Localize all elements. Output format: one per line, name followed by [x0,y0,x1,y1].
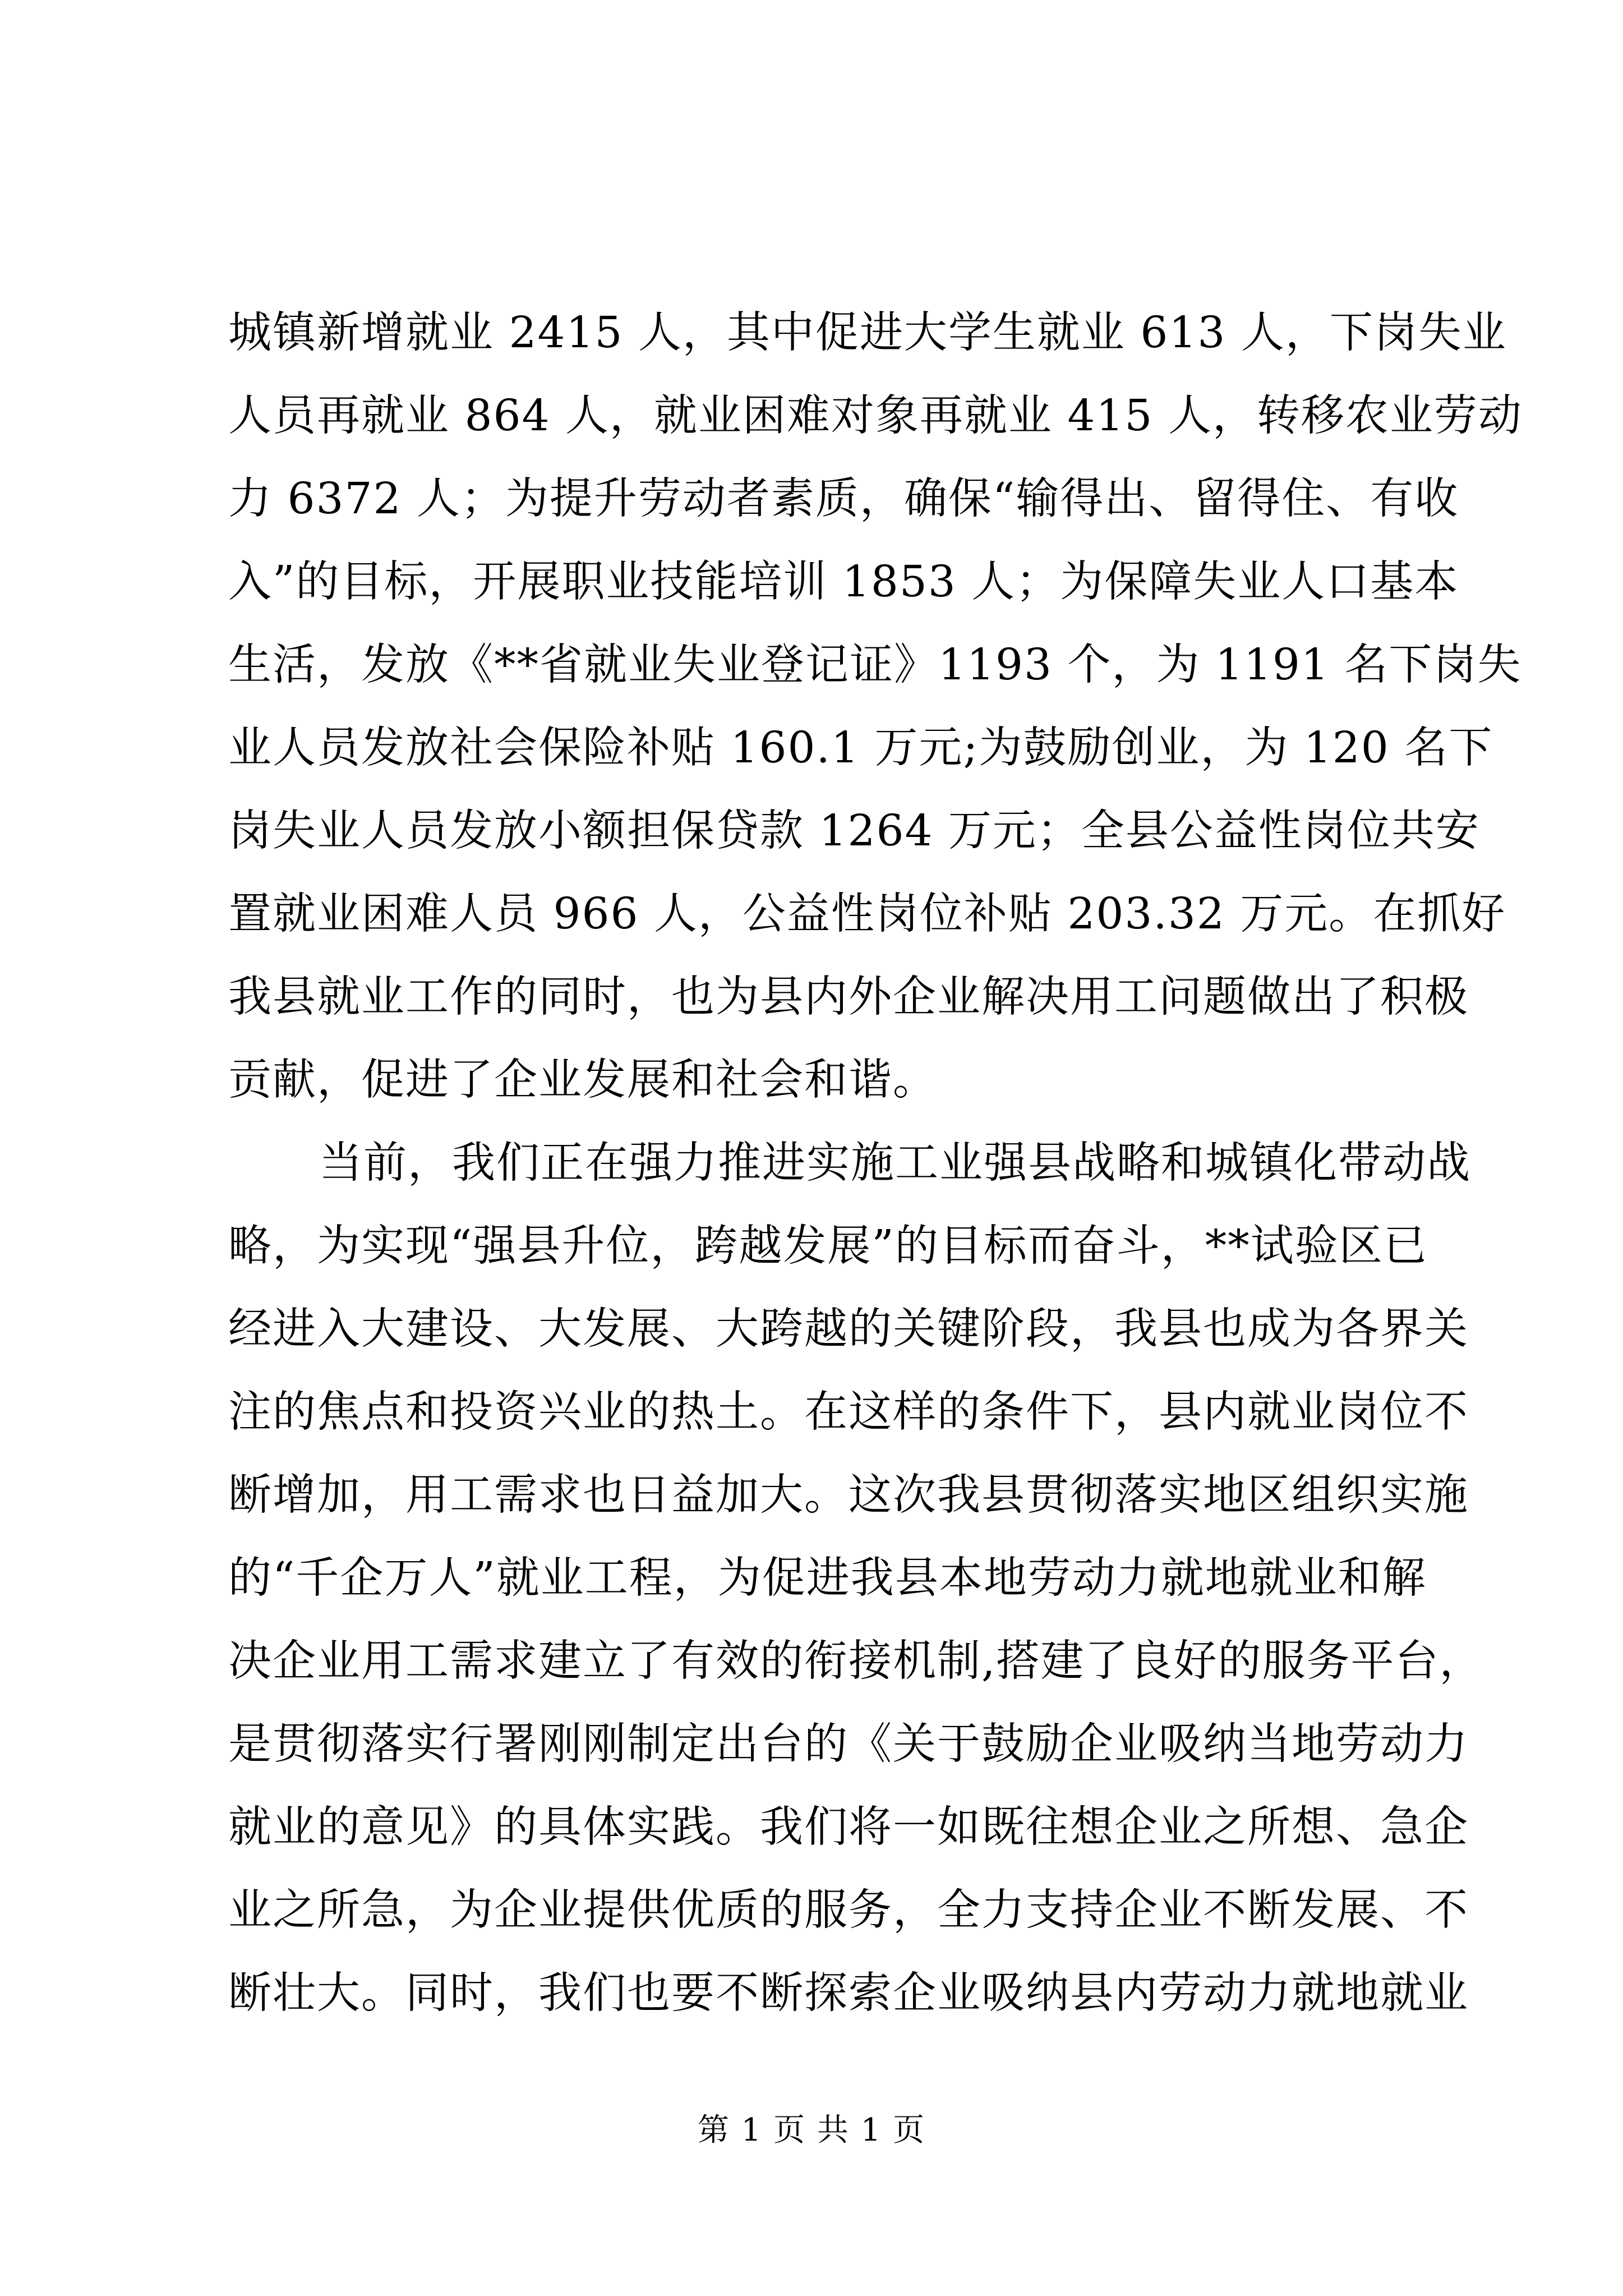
text-line: 生活，发放《**省就业失业登记证》1193 个，为 1191 名下岗失 [228,640,1522,690]
text-line: 人员再就业 864 人，就业困难对象再就业 415 人，转移农业劳动 [228,391,1523,441]
text-line: 入”的目标，开展职业技能培训 1853 人；为保障失业人口基本 [228,557,1459,607]
text-line: 的“千企万人”就业工程，为促进我县本地劳动力就地就业和解 [228,1553,1427,1603]
page-footer: 第 1 页 共 1 页 [697,2112,926,2148]
text-line: 业之所急，为企业提供优质的服务，全力支持企业不断发展、不 [228,1885,1469,1935]
paragraph-1 [228,292,1523,1122]
text-line: 断壮大。同时，我们也要不断探索企业吸纳县内劳动力就地就业 [228,1968,1469,2018]
text-line: 业人员发放社会保险补贴 160.1 万元;为鼓励创业，为 120 名下 [228,723,1493,773]
text-line: 贡献，促进了企业发展和社会和谐。 [228,1055,937,1105]
paragraph-2 [228,1122,1484,2035]
text-line: 就业的意见》的具体实践。我们将一如既往想企业之所想、急企 [228,1802,1469,1852]
text-line: 岗失业人员发放小额担保贷款 1264 万元；全县公益性岗位共安 [228,806,1480,856]
text-line: 经进入大建设、大发展、大跨越的关键阶段，我县也成为各界关 [228,1304,1469,1354]
text-line: 是贯彻落实行署刚刚制定出台的《关于鼓励企业吸纳当地劳动力 [228,1719,1469,1769]
text-line: 略，为实现“强县升位，跨越发展”的目标而奋斗，**试验区已 [228,1221,1428,1271]
document-body [228,292,1523,2035]
text-line: 力 6372 人；为提升劳动者素质，确保“输得出、留得住、有收 [228,474,1459,524]
text-line: 断增加，用工需求也日益加大。这次我县贯彻落实地区组织实施 [228,1470,1469,1520]
text-line: 决企业用工需求建立了有效的衔接机制,搭建了良好的服务平台， [228,1636,1484,1686]
text-line: 置就业困难人员 966 人，公益性岗位补贴 203.32 万元。在抓好 [228,889,1506,939]
text-line: 注的焦点和投资兴业的热土。在这样的条件下，县内就业岗位不 [228,1387,1469,1437]
text-line: 当前，我们正在强力推进实施工业强县战略和城镇化带动战 [319,1138,1471,1188]
text-line: 我县就业工作的同时，也为县内外企业解决用工问题做出了积极 [228,972,1469,1022]
text-line: 城镇新增就业 2415 人，其中促进大学生就业 613 人，下岗失业 [228,308,1507,358]
